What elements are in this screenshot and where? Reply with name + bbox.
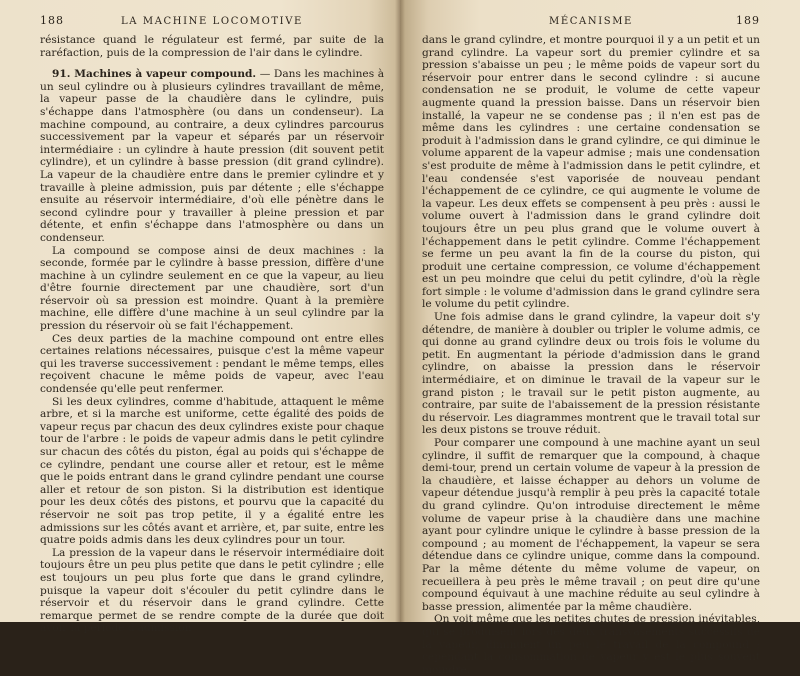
right-page-number: 189	[736, 14, 760, 27]
paragraph: Ces deux parties de la machine compound ont entre elles certaines relations nécessaires, puisque c'est la même vapeur qui les traverse successivement : pendant le même temps, elles reçoivent chacune le même poids de vapeur, avec l'eau condensée qu'elle peut renfermer.	[40, 332, 384, 396]
left-running-title: LA MACHINE LOCOMOTIVE	[121, 16, 303, 27]
paragraph: On voit même que les petites chutes de pression inévitables, qui se produisent lors des deux transvasements successifs de la vapeur, diminuent un peu le travail de la compound ; cependant la consommation de vapeur y est le plus souvent moindre.	[422, 613, 760, 676]
paragraph: Pour comparer une compound à une machine ayant un seul cylindre, il suffit de remarquer que la compound, à chaque demi-tour, prend un certain volume de vapeur à la pression de la chaudière, et laisse échapper au dehors un volume de vapeur détendue jusqu'à remplir à peu près la capacité totale du grand cylindre. Qu'on introduise directement le même volume de vapeur prise à la chaudière dans une machine ayant pour cylindre unique le cylindre à basse pression de la compound ; au moment de l'échappement, la vapeur se sera détendue dans ce cylindre unique, comme dans la compound. Par la même détente du même volume de vapeur, on recueillera à peu près le même travail ; on peut dire qu'une compound équivaut à une machine réduite au seul cylindre à basse pression, alimentée par la même chaudière.	[422, 437, 760, 613]
section-heading: 91. Machines à vapeur compound.	[52, 68, 257, 81]
paragraph: La compound se compose ainsi de deux machines : la seconde, formée par le cylindre à basse pression, diffère d'une machine à un cylindre seulement en ce que la vapeur, au lieu d'être fournie directement par une chaudière, sort d'un réservoir où sa pression est moindre. Quant à la première machine, elle diffère d'une machine à un seul cylindre par la pression du réservoir où se fait l'échappement.	[40, 244, 384, 333]
paragraph: La pression de la vapeur dans le réservoir intermédiaire doit toujours être un peu plus petite que dans le petit cylindre ; elle est toujours un peu plus forte que dans le grand cylindre, puisque la vapeur doit s'écouler du petit cylindre dans le réservoir et du réservoir dans le grand cylindre. Cette remarque permet de se rendre compte de la durée que doit avoir la période d'admission	[40, 546, 384, 635]
left-page-number: 188	[40, 14, 64, 27]
paragraph: Une fois admise dans le grand cylindre, la vapeur doit s'y détendre, de manière à doubler ou tripler le volume admis, ce qui donne au grand cylindre deux ou trois fois le volume du petit. En augmentant la période d'admission dans le grand cylindre, on abaisse la pression dans le réservoir intermédiaire, et on diminue le travail de la vapeur sur le grand piston ; le travail sur le petit piston augmente, au contraire, par suite de l'abaissement de la pression résistante du réservoir. Les diagrammes montrent que le travail total sur les deux pistons se trouve réduit.	[422, 311, 760, 437]
left-running-head	[40, 14, 384, 30]
book-gutter	[395, 0, 405, 622]
paragraph: Si les deux cylindres, comme d'habitude, attaquent le même arbre, et si la marche est uniforme, cette égalité des poids de vapeur reçus par chacun des deux cylindres existe pour chaque tour de l'arbre : le poids de vapeur admis dans le petit cylindre sur chacun des côtés du piston, égal au poids qui s'échappe de ce cylindre, pendant une course aller et retour, est le même que le poids entrant dans le grand cylindre pendant une course aller et retour de son piston. Si la distribution est identique pour les deux côtés des pistons, et pourvu que la capacité du réservoir ne soit pas trop petite, il y a égalité entre les admissions sur les côtés avant et arrière, et, par suite, entre les quatre poids admis dans les deux cylindres pour un tour.	[40, 395, 384, 547]
left-page	[0, 0, 400, 635]
section-paragraph	[40, 68, 384, 244]
right-running-title: MÉCANISME	[549, 16, 633, 27]
paragraph: dans le grand cylindre, et montre pourquoi il y a un petit et un grand cylindre. La vapeur sort du premier cylindre et sa pression s'abaisse un peu ; le même poids de vapeur sort du réservoir pour entrer dans le second cylindre : si aucune condensation ne se produit, le volume de cette vapeur augmente quand la pression baisse. Dans un réservoir bien installé, la vapeur ne se condense pas ; il n'en est pas de même dans les cylindres : une certaine condensation se produit à l'admission dans le grand cylindre, ce qui diminue le volume apparent de la vapeur admise ; mais une condensation s'est produite de même à l'admission dans le petit cylindre, et l'eau condensée s'est vaporisée de nouveau pendant l'échappement de ce cylindre, ce qui augmente le volume de la vapeur. Les deux effets se compensent à peu près : aussi le volume ouvert à l'admission dans le grand cylindre doit toujours être un peu plus grand que le volume ouvert à l'échappement dans le petit cylindre. Comme l'échappement se ferme un peu avant la fin de la course du piston, qui produit une certaine compression, ce volume d'échappement est un peu moindre que celui du petit cylindre, d'où la règle fort simple : le volume d'admission dans le grand cylindre sera le volume du petit cylindre.	[422, 34, 760, 311]
right-running-head	[422, 14, 760, 30]
left-body-text	[40, 34, 384, 635]
right-body-text	[422, 34, 760, 676]
paragraph: résistance quand le régulateur est fermé, par suite de la raréfaction, puis de la compression de l'air dans le cylindre.	[40, 34, 384, 59]
right-page	[400, 0, 800, 676]
paragraph-text: — Dans les machines à un seul cylindre ou à plusieurs cylindres travaillant de même, la vapeur passe de la chaudière dans le cylindre, puis s'échappe dans l'atmosphère (ou dans un condenseur). La machine compound, au contraire, a deux cylindres parcourus successivement par la vapeur et séparés par un réservoir intermédiaire : un cylindre à haute pression (dit souvent petit cylindre), et un cylindre à basse pression (dit grand cylindre). La vapeur de la chaudière entre dans le premier cylindre et y travaille à pleine admission, puis par détente ; elle s'échappe ensuite au réservoir intermédiaire, d'où elle pénètre dans le second cylindre pour y travailler à pleine pression et par détente, et enfin s'échappe dans l'atmosphère ou dans un condenseur.	[40, 68, 385, 244]
